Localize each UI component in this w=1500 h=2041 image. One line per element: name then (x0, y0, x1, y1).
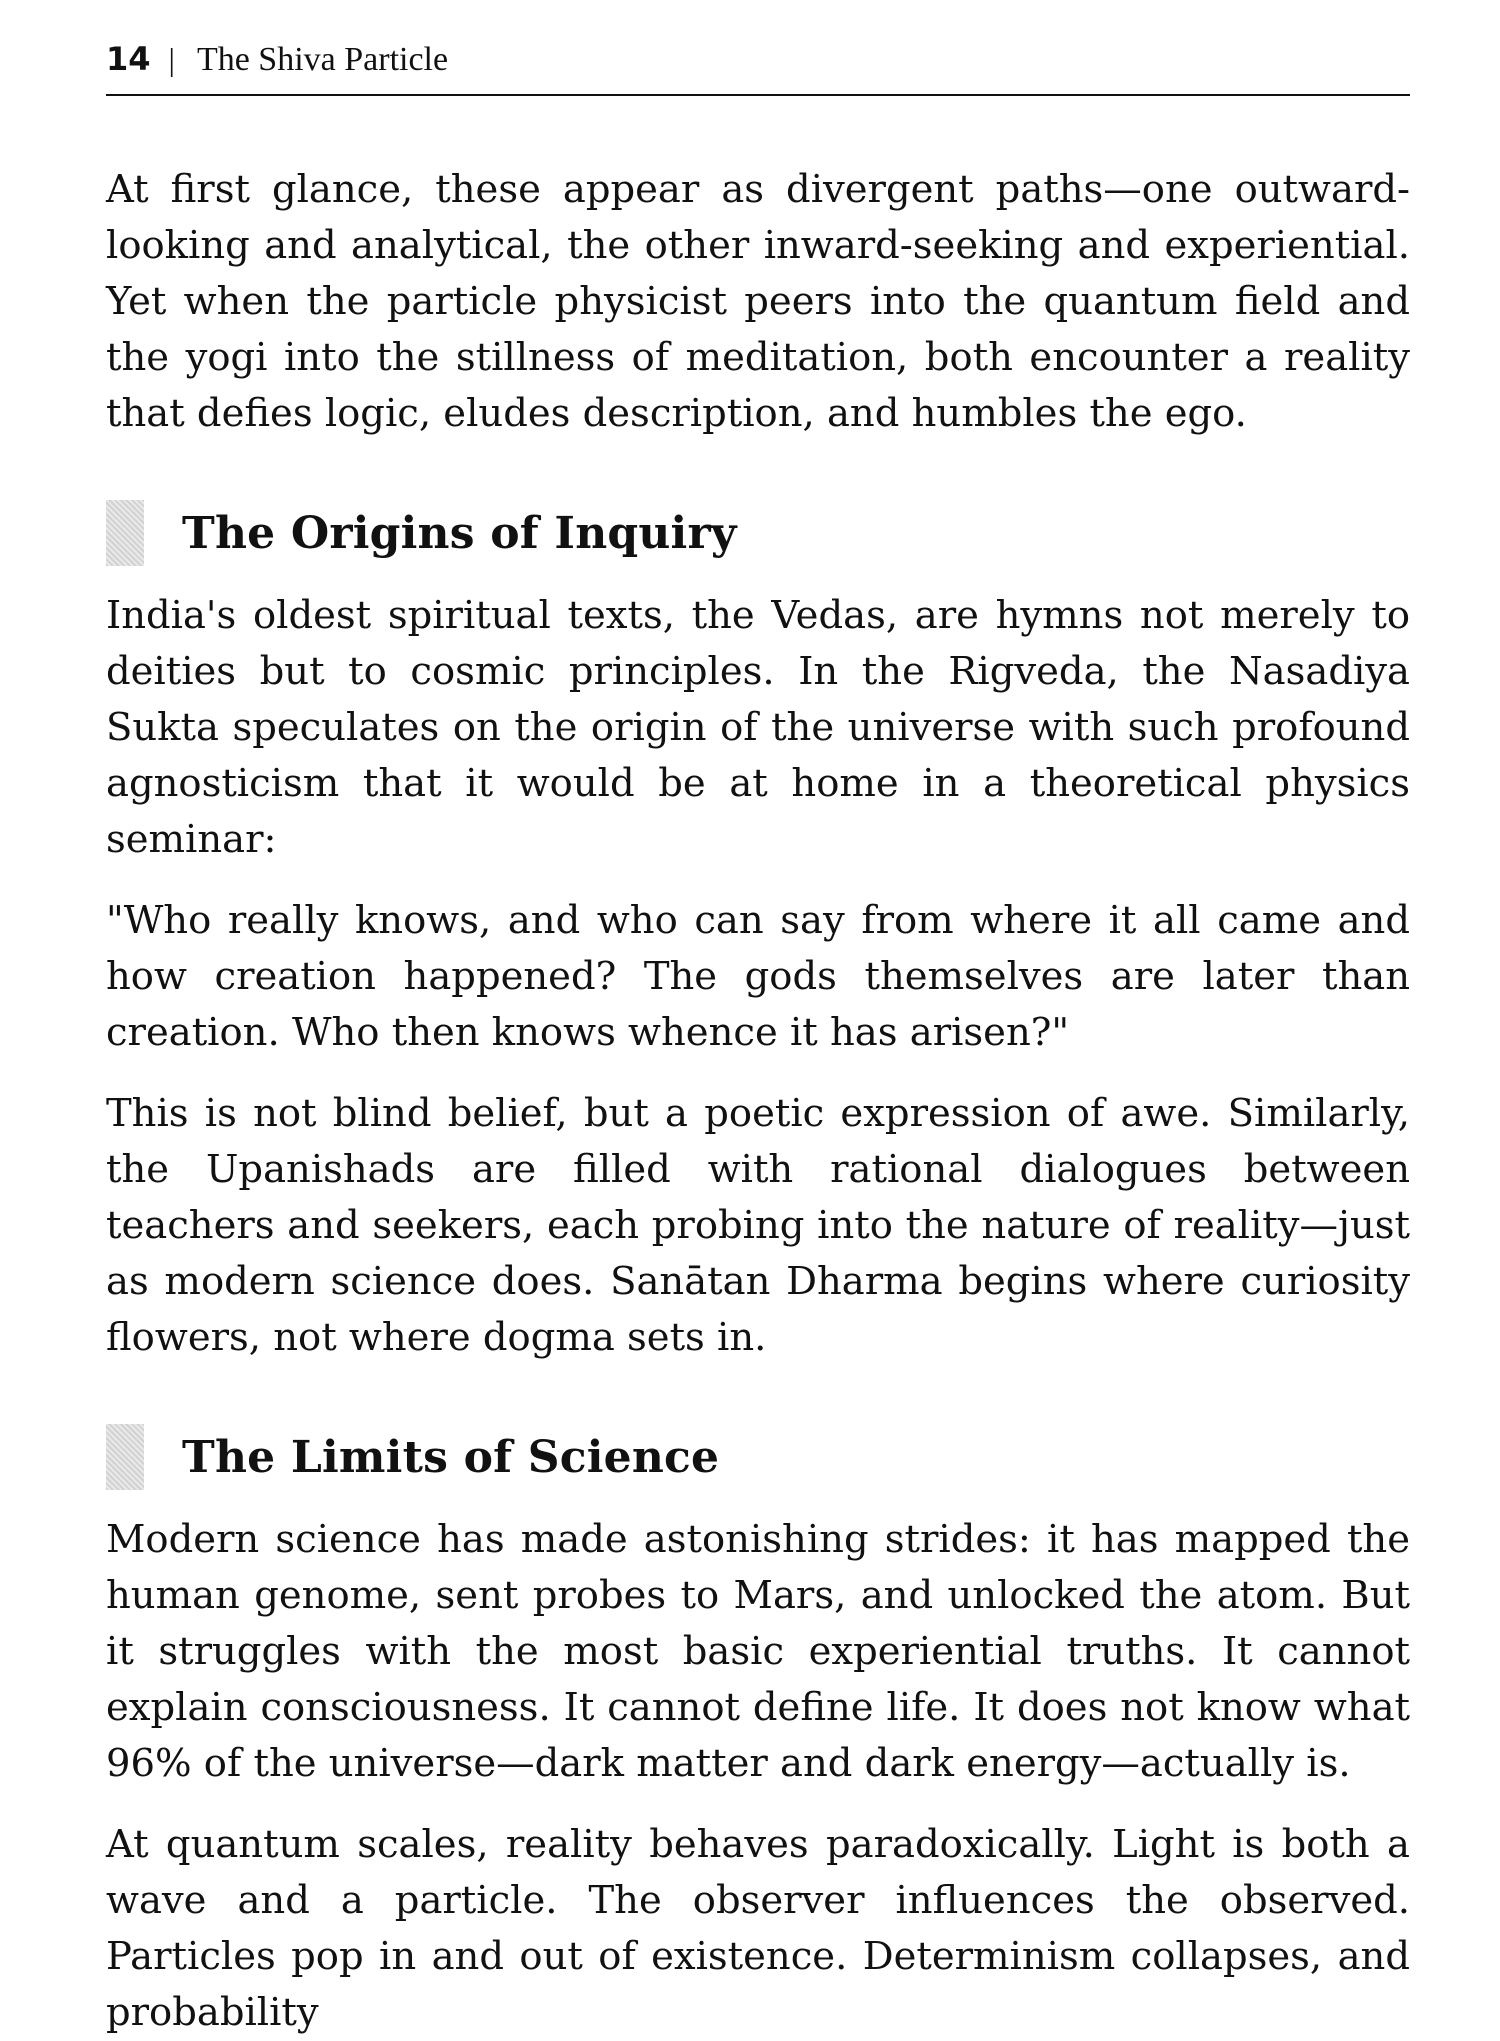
body-paragraph: Modern science has made astonishing strides: it has mapped the human genome, sent probes to Mars, and unlocked the atom. But it struggles with the most basic experiential truths. It cannot explain consciousness. It cannot define life. It does not know what 96% of the universe—dark matter and dark energy—actually is. (106, 1517, 1410, 1786)
header-rule (106, 94, 1410, 96)
intro-paragraph: At first glance, these appear as divergent paths—one outward-looking and analytical, the other inward-seeking and experiential. Yet when the particle physicist peers into the quantum field and the yogi into the stillness of meditation, both encounter a reality that defies logic, eludes description, and humbles the ego. (106, 167, 1410, 436)
quote-paragraph: "Who really knows, and who can say from where it all came and how creation happened? The gods themselves are later than creation. Who then knows whence it has arisen?" (106, 898, 1410, 1055)
body-paragraph: India's oldest spiritual texts, the Vedas, are hymns not merely to deities but to cosmic principles. In the Rigveda, the Nasadiya Sukta speculates on the origin of the universe with such profound agnosticism that it would be at home in a theoretical physics seminar: (106, 593, 1410, 862)
section-title: The Origins of Inquiry (182, 507, 737, 559)
section-heading-limits (106, 1424, 1410, 1490)
header-separator: | (168, 41, 175, 77)
page-number: 14 (106, 40, 151, 78)
body-paragraph: At quantum scales, reality behaves paradoxically. Light is both a wave and a particle. The observer influences the observed. Particles pop in and out of existence. Determinism collapses, and probability (106, 1822, 1410, 2035)
section-heading-origins (106, 500, 1410, 566)
heading-marker (106, 1424, 144, 1490)
heading-marker (106, 500, 144, 566)
book-title: The Shiva Particle (196, 41, 449, 78)
body-paragraph: This is not blind belief, but a poetic expression of awe. Similarly, the Upanishads are filled with rational dialogues between teachers and seekers, each probing into the nature of reality—just as modern science does. Sanātan Dharma begins where curiosity flowers, not where dogma sets in. (106, 1091, 1410, 1360)
section-title: The Limits of Science (182, 1431, 720, 1483)
book-page (106, 40, 1410, 2041)
running-head (106, 40, 1410, 88)
